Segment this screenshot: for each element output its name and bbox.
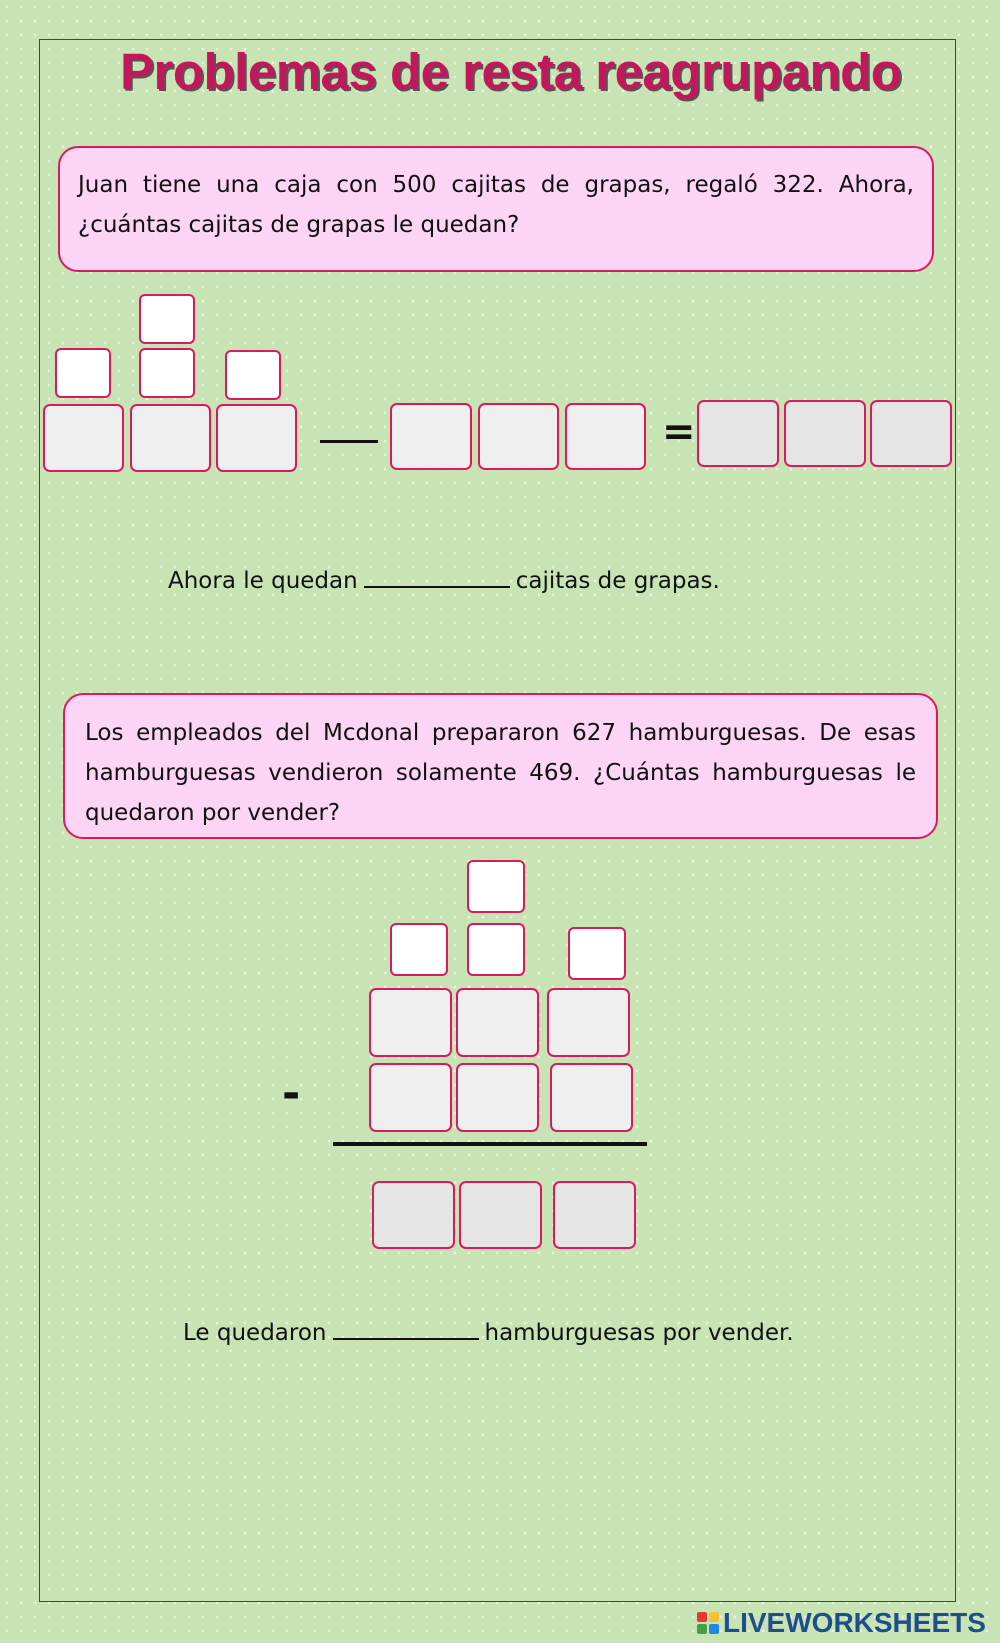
result-units-input[interactable] <box>553 1181 636 1249</box>
borrow-box-hundreds[interactable] <box>55 348 111 398</box>
problem-2-answer-sentence <box>183 1316 794 1346</box>
minuend-hundreds-input[interactable] <box>43 404 124 472</box>
problem-1-answer-sentence <box>168 564 720 594</box>
minuend-hundreds-input[interactable] <box>369 988 452 1057</box>
answer-2-prefix: Le quedaron <box>183 1320 327 1346</box>
problem-2-statement: Los empleados del Mcdonal prepararon 627 hamburguesas. De esas hamburguesas vendieron solamente 469. ¿Cuántas hamburguesas le quedaron por vender? <box>63 693 938 839</box>
minuend-tens-input[interactable] <box>456 988 539 1057</box>
borrow-box-tens-top[interactable] <box>467 860 525 913</box>
answer-1-blank[interactable] <box>364 564 510 588</box>
subtrahend-units-input[interactable] <box>565 403 646 470</box>
minuend-units-input[interactable] <box>216 404 297 472</box>
answer-2-suffix: hamburguesas por vender. <box>484 1320 794 1346</box>
subtrahend-hundreds-input[interactable] <box>390 403 472 470</box>
page-title: Problemas de resta reagrupando <box>120 43 902 100</box>
result-tens-input[interactable] <box>459 1181 542 1249</box>
subtrahend-hundreds-input[interactable] <box>369 1063 452 1132</box>
minuend-tens-input[interactable] <box>130 404 211 472</box>
borrow-box-tens[interactable] <box>467 923 525 976</box>
logo-text: LIVEWORKSHEETS <box>723 1607 986 1638</box>
liveworksheets-logo-icon <box>697 1612 719 1634</box>
answer-2-blank[interactable] <box>333 1316 479 1340</box>
borrow-box-units[interactable] <box>568 927 626 980</box>
problem-1-statement: Juan tiene una caja con 500 cajitas de grapas, regaló 322. Ahora, ¿cuántas cajitas de grapas le quedan? <box>58 146 934 272</box>
answer-1-suffix: cajitas de grapas. <box>515 568 720 594</box>
result-tens-input[interactable] <box>784 400 866 467</box>
result-units-input[interactable] <box>870 400 952 467</box>
minus-sign: - <box>282 1068 301 1119</box>
subtrahend-tens-input[interactable] <box>478 403 559 470</box>
sum-line <box>333 1142 647 1146</box>
equals-sign: = <box>662 409 696 455</box>
logo-square-green <box>697 1624 707 1634</box>
borrow-box-tens-top[interactable] <box>139 294 195 344</box>
subtrahend-tens-input[interactable] <box>456 1063 539 1132</box>
minuend-units-input[interactable] <box>547 988 630 1057</box>
borrow-box-hundreds[interactable] <box>390 923 448 976</box>
minus-sign <box>320 440 378 443</box>
logo-square-yellow <box>709 1612 719 1622</box>
result-hundreds-input[interactable] <box>697 400 779 467</box>
subtrahend-units-input[interactable] <box>550 1063 633 1132</box>
answer-1-prefix: Ahora le quedan <box>168 568 358 594</box>
liveworksheets-logo <box>697 1607 986 1639</box>
borrow-box-units[interactable] <box>225 350 281 400</box>
logo-square-blue <box>709 1624 719 1634</box>
result-hundreds-input[interactable] <box>372 1181 455 1249</box>
borrow-box-tens[interactable] <box>139 348 195 398</box>
logo-square-red <box>697 1612 707 1622</box>
